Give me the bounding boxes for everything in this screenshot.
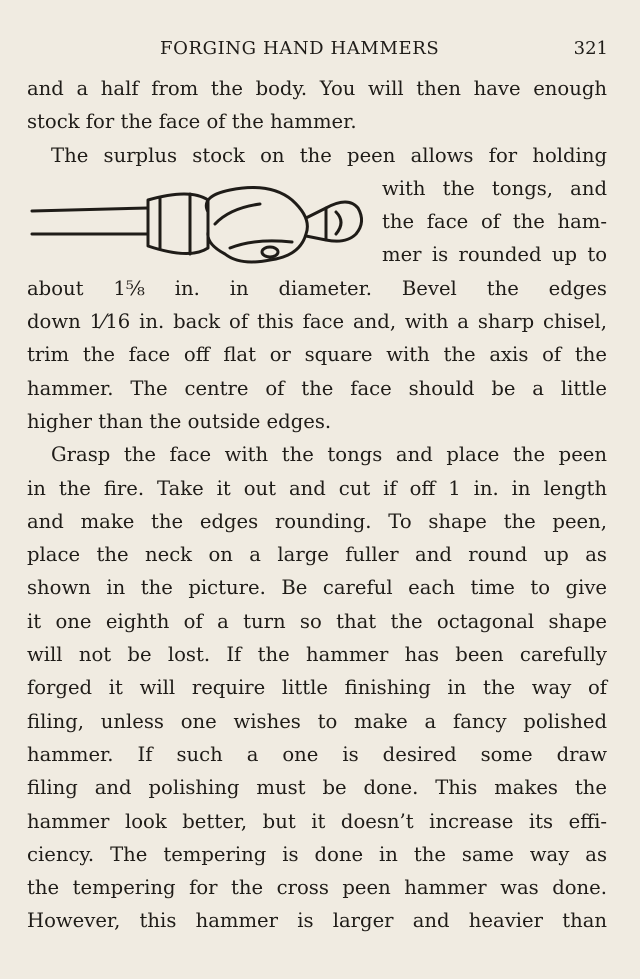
- text-line: in the fire. Take it out and cut if off 1 in. in length: [27, 476, 607, 500]
- text-line: ciency. The tempering is done in the same way as: [27, 842, 607, 866]
- text-line: down 1⁄16 in. back of this face and, with a sharp chisel,: [27, 310, 607, 334]
- text-line: shown in the picture. Be careful each time to give: [27, 576, 607, 600]
- text-line: about 1⅝ in. in diameter. Bevel the edges: [27, 276, 607, 300]
- body-text: [27, 72, 607, 938]
- text-line: filing, unless one wishes to make a fancy polished: [27, 709, 607, 733]
- running-header: [160, 38, 608, 64]
- text-line: it one eighth of a turn so that the octagonal shape: [27, 609, 607, 633]
- text-line: stock for the face of the hammer.: [27, 110, 357, 134]
- text-line: and make the edges rounding. To shape the peen,: [27, 509, 607, 533]
- text-line: Grasp the face with the tongs and place the peen: [51, 443, 607, 467]
- text-line: higher than the outside edges.: [27, 409, 332, 433]
- text-line: hammer. If such a one is desired some draw: [27, 742, 607, 766]
- text-line: The surplus stock on the peen allows for holding: [51, 143, 607, 167]
- chapter-title: FORGING HAND HAMMERS: [160, 38, 440, 59]
- text-line: the face of the ham-: [382, 210, 607, 234]
- page-number: 321: [573, 38, 608, 59]
- text-line: and a half from the body. You will then have enough: [27, 77, 607, 100]
- text-line: filing and polishing must be done. This makes the: [27, 776, 607, 800]
- text-line: place the neck on a large fuller and round up as: [27, 543, 607, 567]
- text-line: hammer look better, but it doesn’t increase its effi-: [27, 809, 607, 833]
- text-line: with the tongs, and: [382, 176, 607, 200]
- text-line: forged it will require little finishing in the way of: [27, 676, 607, 700]
- text-line: the tempering for the cross peen hammer was done.: [27, 876, 607, 900]
- text-line: However, this hammer is larger and heavier than: [27, 909, 607, 933]
- text-line: will not be lost. If the hammer has been carefully: [27, 643, 607, 667]
- text-line: trim the face off flat or square with the axis of the: [27, 343, 607, 367]
- text-line: mer is rounded up to: [382, 243, 607, 267]
- text-line: hammer. The centre of the face should be a little: [27, 376, 607, 400]
